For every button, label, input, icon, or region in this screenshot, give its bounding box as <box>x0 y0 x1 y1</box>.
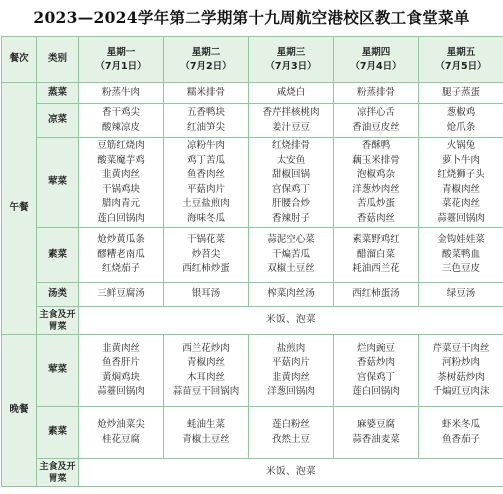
dish: 炝炒黄瓜条 <box>97 234 145 246</box>
menu-cell <box>334 83 419 104</box>
menu-cell <box>164 138 249 228</box>
dinner-veg-row <box>2 407 503 459</box>
day-name: 星期一 <box>106 46 136 58</box>
dish: 鱼香肝片 <box>101 357 140 368</box>
dish: 香干鸡尖 <box>101 107 140 118</box>
dish: 银耳汤 <box>191 288 221 300</box>
dish: 香酥鸭 <box>361 140 391 151</box>
dish: 盐煎肉 <box>276 342 306 354</box>
dish: 醪糟老南瓜 <box>97 248 145 260</box>
menu-cell <box>419 83 503 104</box>
lunch-label: 午餐 <box>2 83 37 335</box>
dish: 香辣肘子 <box>271 212 310 224</box>
dish: 双椒土豆丝 <box>267 263 315 275</box>
menu-cell <box>419 335 503 407</box>
dish: 太安鱼 <box>276 154 306 166</box>
menu-cell <box>249 283 334 307</box>
dish: 莲白粉丝 <box>271 419 310 430</box>
dish: 西红柿蛋汤 <box>352 288 400 300</box>
dish: 宫保鸡丁 <box>271 183 310 195</box>
day-date: （7月1日） <box>95 60 147 72</box>
day-date: （7月3日） <box>265 60 317 72</box>
dish: 木耳肉丝 <box>186 371 225 383</box>
dish: 腊肉青元 <box>101 198 140 209</box>
dish: 豆筋红烧肉 <box>97 140 145 151</box>
dish: 桂花豆腐 <box>101 433 140 445</box>
category-label: 主食及开胃菜 <box>37 459 79 487</box>
dish: 香芹拌核桃肉 <box>262 107 320 118</box>
menu-cell <box>419 283 503 307</box>
dinner-label: 晚餐 <box>2 335 37 487</box>
dish: 平菇肉片 <box>271 357 310 368</box>
category-label: 荤菜 <box>37 335 79 407</box>
category-label: 素菜 <box>37 228 79 283</box>
dish: 红油笋尖 <box>186 121 225 133</box>
menu-cell <box>249 138 334 228</box>
dish: 三鲜豆腐汤 <box>97 288 145 300</box>
dish: 榨菜肉丝汤 <box>267 288 315 300</box>
dish: 炝炒油菜尖 <box>97 419 145 430</box>
menu-cell <box>334 407 419 459</box>
header-row <box>2 37 503 83</box>
dish: 鱼香肉丝 <box>186 169 225 180</box>
dish: 烂肉豌豆 <box>356 342 395 354</box>
dish: 蒜泥空心菜 <box>267 234 315 246</box>
menu-cell <box>334 228 419 283</box>
day-header <box>419 37 503 83</box>
dish: 姜汁豆豆 <box>271 121 310 133</box>
dish: 海味冬瓜 <box>186 212 225 224</box>
dish: 蒜苗豆干回锅肉 <box>172 386 240 397</box>
dish: 酸辣凉皮 <box>101 121 140 133</box>
category-label: 凉菜 <box>37 104 79 138</box>
dish: 金钩娃娃菜 <box>437 234 485 246</box>
menu-cell <box>164 335 249 407</box>
dish: 香菇肉丝 <box>356 212 395 224</box>
day-date: （7月2日） <box>180 60 232 72</box>
dinner-meat-row <box>2 335 503 407</box>
dish: 蒜香油麦菜 <box>352 433 400 445</box>
dish: 莲白回锅肉 <box>97 212 145 224</box>
dish: 耗油西兰花 <box>352 263 400 275</box>
dish: 炝爪条 <box>446 121 476 133</box>
day-header <box>164 37 249 83</box>
day-name: 星期三 <box>276 46 306 58</box>
day-name: 星期四 <box>361 46 391 58</box>
dish: 火锅兔 <box>446 140 476 151</box>
dish: 西红柿炒蛋 <box>182 263 230 275</box>
menu-table <box>1 36 503 487</box>
menu-cell <box>419 138 503 228</box>
dish: 肝腰合炒 <box>271 198 310 209</box>
dish: 蒜薹回锅肉 <box>97 386 145 397</box>
dish: 香油豆皮丝 <box>352 121 400 133</box>
menu-cell <box>79 335 164 407</box>
dish: 韭黄肉丝 <box>271 371 310 383</box>
menu-cell <box>164 228 249 283</box>
dish: 炒苕尖 <box>191 248 221 260</box>
dish: 糯米排骨 <box>186 86 225 98</box>
day-header <box>79 37 164 83</box>
dish: 香菇炒肉 <box>356 357 395 368</box>
dish: 平菇肉片 <box>186 183 225 195</box>
lunch-meat-row <box>2 138 503 228</box>
dish: 甜椒回锅 <box>271 169 310 180</box>
dish: 红烧排骨 <box>271 140 310 151</box>
dish: 鱼香茄子 <box>441 433 480 445</box>
dish: 洋葱回锅肉 <box>267 386 315 397</box>
day-date: （7月4日） <box>350 60 402 72</box>
dish: 泡椒鸡杂 <box>356 169 395 180</box>
menu-cell <box>249 83 334 104</box>
dish: 藕玉米排骨 <box>352 154 400 166</box>
menu-cell <box>164 283 249 307</box>
dish: 粉蒸牛肉 <box>101 86 140 98</box>
category-label: 素菜 <box>37 407 79 459</box>
dish: 腿子蒸蛋 <box>441 86 480 98</box>
dish: 红烧狮子头 <box>437 169 485 180</box>
category-label: 蒸菜 <box>37 83 79 104</box>
dish: 三色豆皮 <box>441 263 480 275</box>
dish: 绿豆汤 <box>446 288 476 300</box>
category-label: 汤类 <box>37 283 79 307</box>
lunch-veg-row <box>2 228 503 283</box>
dish: 麻婆豆腐 <box>356 419 395 430</box>
menu-cell <box>79 283 164 307</box>
dish: 萝卜牛肉 <box>441 154 480 166</box>
dish: 苦瓜炒蛋 <box>356 198 395 209</box>
dish: 酸菜魔芋鸡 <box>97 154 145 166</box>
day-date: （7月5日） <box>435 60 487 72</box>
meal-header: 餐次 <box>2 37 37 83</box>
menu-cell <box>334 283 419 307</box>
dish: 咸烧白 <box>276 86 306 98</box>
dish: 茶树菇炒肉 <box>437 371 485 383</box>
day-header <box>334 37 419 83</box>
menu-cell <box>249 407 334 459</box>
dish: 五香鸭块 <box>186 107 225 118</box>
dish: 黄焖鸡块 <box>101 371 140 383</box>
category-label: 主食及开胃菜 <box>37 307 79 335</box>
lunch-soup-row <box>2 283 503 307</box>
menu-cell <box>79 83 164 104</box>
dish: 鸡丁苦瓜 <box>186 154 225 166</box>
menu-cell <box>334 138 419 228</box>
menu-cell <box>419 407 503 459</box>
menu-cell <box>419 228 503 283</box>
dish: 青椒肉丝 <box>186 357 225 368</box>
menu-cell <box>164 83 249 104</box>
shared-cell: 米饭、泡菜 <box>79 459 503 487</box>
dish: 孜然土豆 <box>271 433 310 445</box>
menu-cell <box>249 228 334 283</box>
dish: 韭黄肉丝 <box>101 342 140 354</box>
dish: 虾米冬瓜 <box>441 419 480 430</box>
dish: 莲白回锅肉 <box>352 386 400 397</box>
day-header <box>249 37 334 83</box>
dish: 韭黄肉丝 <box>101 169 140 180</box>
dish: 河粉炒肉 <box>441 357 480 368</box>
menu-cell <box>79 104 164 138</box>
menu-cell <box>79 407 164 459</box>
lunch-staple-row <box>2 307 503 335</box>
dish: 干锅鸡块 <box>101 183 140 195</box>
dish: 醋溜白菜 <box>356 248 395 260</box>
category-header: 类别 <box>37 37 79 83</box>
menu-cell <box>249 104 334 138</box>
dish: 素菜野鸡红 <box>352 234 400 246</box>
day-name: 星期二 <box>191 46 221 58</box>
shared-cell: 米饭、泡菜 <box>79 307 503 335</box>
lunch-steamed-row <box>2 83 503 104</box>
dish: 土豆盐煎肉 <box>182 198 230 209</box>
dish: 菜花肉丝 <box>441 198 480 209</box>
dish: 干锅花菜 <box>186 234 225 246</box>
dish: 蚝油生菜 <box>186 419 225 430</box>
dish: 粉蒸排骨 <box>356 86 395 98</box>
menu-cell <box>419 104 503 138</box>
dish: 干煸苦瓜 <box>271 248 310 260</box>
dish: 凉粉牛肉 <box>186 140 225 151</box>
menu-cell <box>164 407 249 459</box>
menu-cell <box>249 335 334 407</box>
dish: 洋葱炒肉丝 <box>352 183 400 195</box>
page-title: 2023—2024学年第二学期第十九周航空港校区教工食堂菜单 <box>33 8 470 27</box>
dinner-staple-row <box>2 459 503 487</box>
menu-cell <box>334 335 419 407</box>
dish: 酸菜鸭血 <box>441 248 480 260</box>
dish: 红烧茄子 <box>101 263 140 275</box>
dish: 宫保鸡丁 <box>356 371 395 383</box>
day-name: 星期五 <box>446 46 476 58</box>
menu-cell <box>334 104 419 138</box>
dish: 葱椒鸡 <box>446 107 476 118</box>
menu-cell <box>164 104 249 138</box>
dish: 青椒土豆丝 <box>182 433 230 445</box>
dish: 青椒肉丝 <box>441 183 480 195</box>
dish: 凉拌心舌 <box>356 107 395 118</box>
dish: 千煸豇豆肉沫 <box>432 386 490 397</box>
dish: 西兰花炒肉 <box>182 342 230 354</box>
dish: 蒜薹回锅肉 <box>437 212 485 224</box>
menu-cell <box>79 138 164 228</box>
dish: 芹菜豆干肉丝 <box>432 342 490 354</box>
lunch-cold-row <box>2 104 503 138</box>
menu-cell <box>79 228 164 283</box>
category-label: 荤菜 <box>37 138 79 228</box>
